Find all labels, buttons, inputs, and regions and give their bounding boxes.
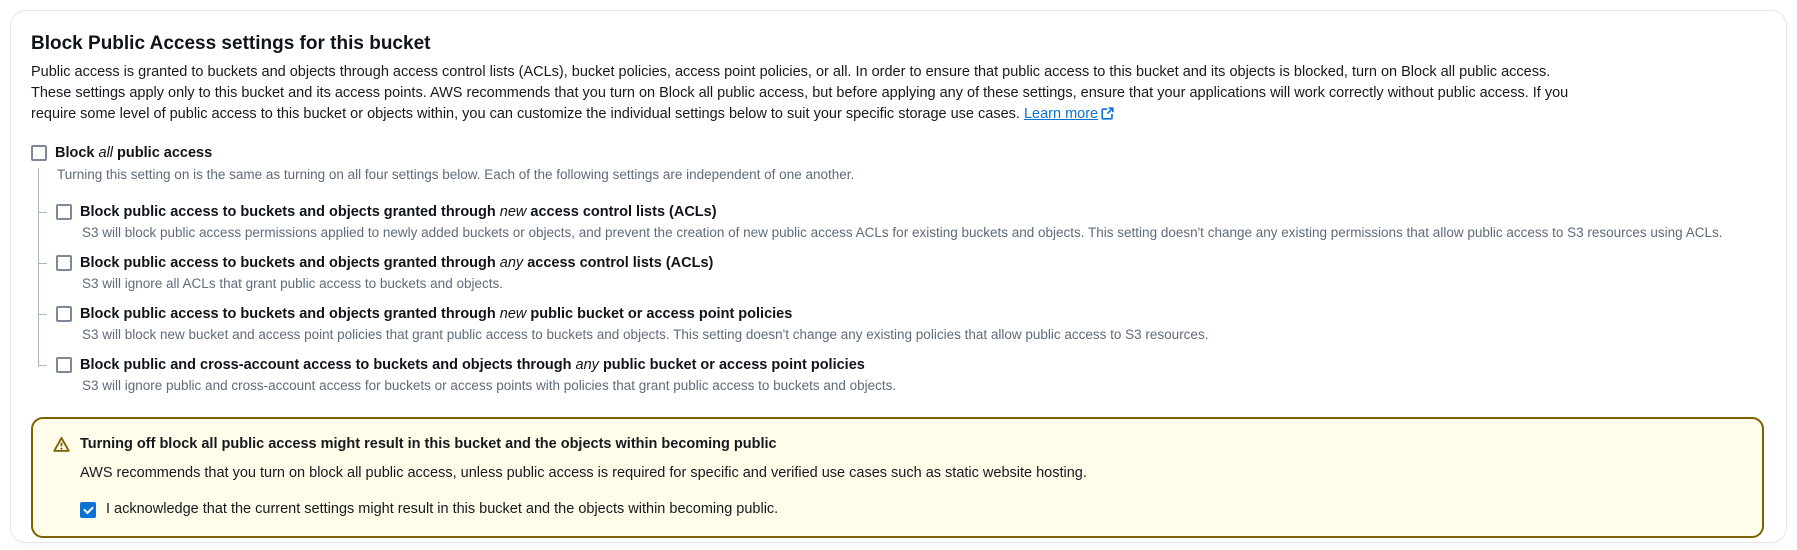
warning-triangle-icon <box>53 436 70 459</box>
setting-label: Block public access to buckets and objects granted through new public bucket or access point policies <box>80 306 793 322</box>
sub-settings-group <box>31 166 1764 394</box>
setting-block-new-policies <box>31 305 1764 343</box>
external-link-icon <box>1101 106 1114 127</box>
block-all-public-access-row <box>31 144 1764 162</box>
master-setting-hint: Turning this setting on is the same as turning on all four settings below. Each of the following settings are independent of one another. <box>57 167 855 182</box>
acknowledge-row <box>80 500 1742 518</box>
setting-description: S3 will block new bucket and access point policies that grant public access to buckets and objects. This setting doesn't change any existing policies that allow public access to S3 resources. <box>82 327 1209 342</box>
block-any-acls-checkbox[interactable] <box>56 255 72 271</box>
intro-text: Public access is granted to buckets and objects through access control lists (ACLs), bucket policies, access point policies, or all. In order to ensure that public access to this bucket and its objects is blocked, turn on Block all public access. These settings apply only to this bucket and its access points. AWS recommends that you turn on Block all public access, but before applying any of these settings, ensure that your applications will work correctly without public access. If you require some level of public access to this bucket or objects within, you can customize the individual settings below to suit your specific storage use cases. <box>31 64 1569 122</box>
setting-block-any-policies <box>31 356 1764 394</box>
intro-paragraph <box>31 62 1576 127</box>
block-all-public-access-checkbox[interactable] <box>31 145 47 161</box>
setting-label: Block public access to buckets and objects granted through any access control lists (ACLs) <box>80 255 714 271</box>
learn-more-link[interactable]: Learn more <box>1024 106 1114 122</box>
block-all-public-access-label: Block all public access <box>55 145 213 161</box>
setting-description: S3 will block public access permissions applied to newly added buckets or objects, and prevent the creation of new public access ACLs for existing buckets and objects. This setting doesn't change any existing permissions that allow public access to S3 resources using ACLs. <box>82 225 1723 240</box>
block-any-policies-checkbox[interactable] <box>56 357 72 373</box>
public-access-warning-alert <box>31 417 1764 538</box>
acknowledge-checkbox[interactable] <box>80 502 96 518</box>
setting-block-new-acls <box>31 203 1764 241</box>
block-new-acls-checkbox[interactable] <box>56 204 72 220</box>
warning-description: AWS recommends that you turn on block all public access, unless public access is required for specific and verified use cases such as static website hosting. <box>80 465 1087 481</box>
setting-label: Block public access to buckets and objects granted through new access control lists (ACLs) <box>80 204 717 220</box>
warning-title: Turning off block all public access might result in this bucket and the objects within becoming public <box>80 436 777 452</box>
setting-label: Block public and cross-account access to buckets and objects through any public bucket or access point policies <box>80 357 865 373</box>
page-title: Block Public Access settings for this bucket <box>31 33 431 54</box>
block-public-access-panel <box>10 10 1787 543</box>
acknowledge-label: I acknowledge that the current settings might result in this bucket and the objects within becoming public. <box>106 501 779 517</box>
setting-description: S3 will ignore all ACLs that grant public access to buckets and objects. <box>82 276 503 291</box>
setting-block-any-acls <box>31 254 1764 292</box>
setting-description: S3 will ignore public and cross-account access for buckets or access points with policies that grant public access to buckets and objects. <box>82 378 897 393</box>
block-new-policies-checkbox[interactable] <box>56 306 72 322</box>
